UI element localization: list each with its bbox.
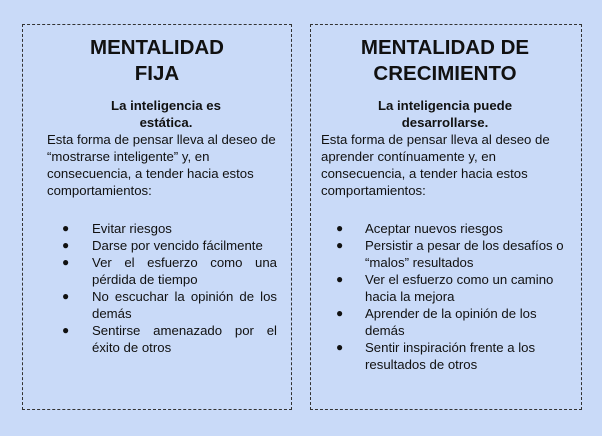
bullet-icon: ● bbox=[336, 221, 344, 235]
list-item: ● Darse por vencido fácilmente bbox=[62, 238, 263, 253]
bullet-icon: ● bbox=[336, 340, 344, 354]
bullet-icon: ● bbox=[62, 238, 70, 252]
list-item: ● Persistir a pesar de los desafíos o “malos” resultados bbox=[336, 238, 564, 270]
growth-mindset-title: MENTALIDAD DE CRECIMIENTO bbox=[360, 36, 530, 85]
list-item: ● Aceptar nuevos riesgos bbox=[336, 221, 503, 236]
growth-mindset-description: Esta forma de pensar lleva al deseo de aprender contínuamente y, en consecuencia, a tender hacia estos comportamientos: bbox=[321, 132, 550, 198]
growth-mindset-card bbox=[310, 24, 582, 410]
list-item: ● No escuchar la opinión de los demás bbox=[62, 289, 277, 321]
bullet-icon: ● bbox=[336, 272, 344, 286]
bullet-icon: ● bbox=[336, 306, 344, 320]
bullet-icon: ● bbox=[336, 238, 344, 252]
list-item: ● Ver el esfuerzo como una pérdida de tiempo bbox=[62, 255, 277, 287]
fixed-mindset-behaviors-list bbox=[55, 220, 277, 356]
bullet-icon: ● bbox=[62, 255, 70, 269]
list-item: ● Evitar riesgos bbox=[62, 221, 172, 236]
bullet-icon: ● bbox=[62, 221, 70, 235]
list-item: ● Sentir inspiración frente a los resultados de otros bbox=[336, 340, 536, 372]
list-item: ● Ver el esfuerzo como un camino hacia la mejora bbox=[336, 272, 554, 304]
fixed-mindset-subtitle: La inteligencia es estática. bbox=[111, 98, 221, 130]
fixed-mindset-card bbox=[22, 24, 292, 410]
growth-mindset-behaviors-list bbox=[321, 220, 569, 373]
list-item: ● Aprender de la opinión de los demás bbox=[336, 306, 537, 338]
list-item: ● Sentirse amenazado por el éxito de otros bbox=[62, 323, 277, 355]
bullet-icon: ● bbox=[62, 323, 70, 337]
fixed-mindset-title: MENTALIDAD FIJA bbox=[90, 36, 224, 85]
growth-mindset-subtitle: La inteligencia puede desarrollarse. bbox=[377, 98, 513, 130]
fixed-mindset-description: Esta forma de pensar lleva al deseo de “mostrarse inteligente” y, en consecuencia, a tender hacia estos comportamientos: bbox=[47, 132, 276, 198]
bullet-icon: ● bbox=[62, 289, 70, 303]
